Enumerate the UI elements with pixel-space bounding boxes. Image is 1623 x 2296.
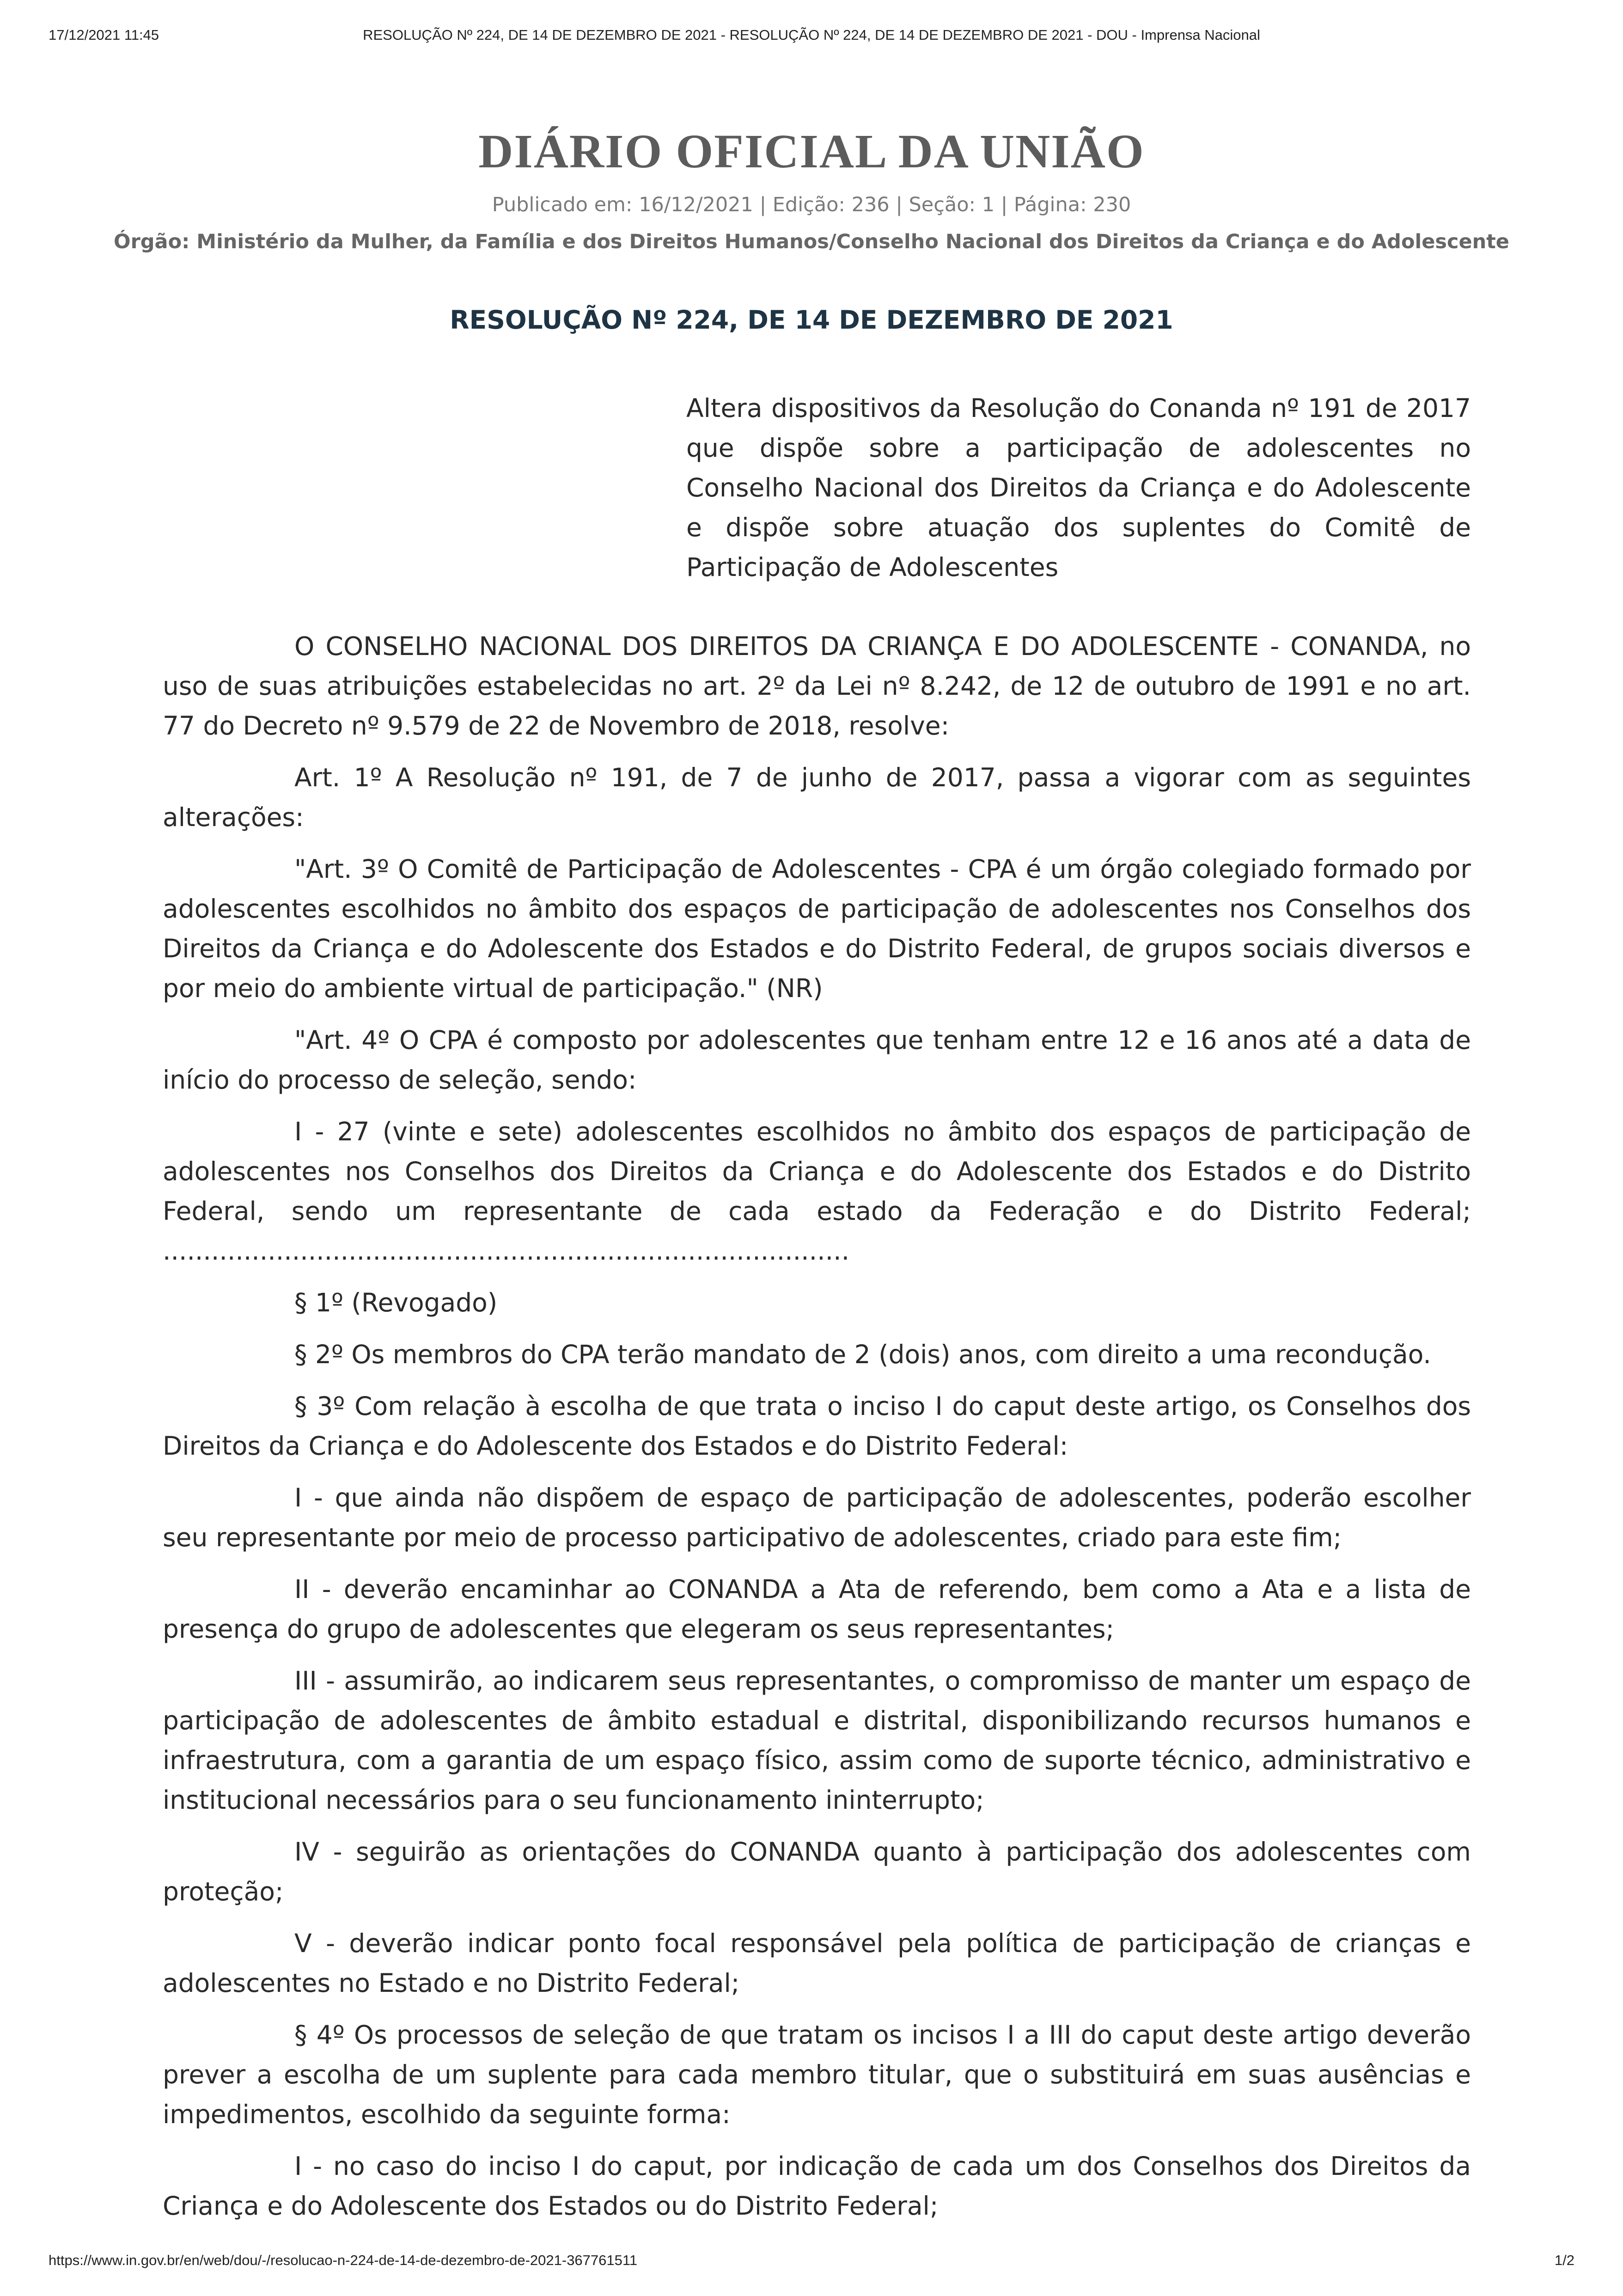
paragraph-par3-inciso-iv: IV - seguirão as orientações do CONANDA quanto à participação dos adolescentes com proteção; — [163, 1837, 1471, 1906]
paragraph-preamble: O CONSELHO NACIONAL DOS DIREITOS DA CRIANÇA E DO ADOLESCENTE - CONANDA, no uso de suas atribuições estabelecidas no art. 2º da Lei nº 8.242, de 12 de outubro de 1991 e no art. 77 do Decreto nº 9.579 de 22 de Novembro de 2018, resolve: — [163, 631, 1471, 741]
masthead: DIÁRIO OFICIAL DA UNIÃO — [478, 125, 1145, 178]
page-number: 1/2 — [1554, 2252, 1574, 2268]
orgao-line: Órgão: Ministério da Mulher, da Família e dos Direitos Humanos/Conselho Nacional dos Direitos da Criança e do Adolescente — [114, 230, 1509, 253]
source-url: https://www.in.gov.br/en/web/dou/-/resolucao-n-224-de-14-de-dezembro-de-2021-367761511 — [49, 2252, 638, 2268]
paragraph-par1: § 1º (Revogado) — [294, 1288, 498, 1317]
ementa: Altera dispositivos da Resolução do Conanda nº 191 de 2017 que dispõe sobre a participação de adolescentes no Conselho Nacional dos Direitos da Criança e do Adolescente e dispõe sobre atuação dos suplentes do Comitê de Participação de Adolescentes — [686, 393, 1471, 582]
paragraph-par4-inciso-i: I - no caso do inciso I do caput, por indicação de cada um dos Conselhos dos Direitos da Criança e do Adolescente dos Estados ou do Distrito Federal; — [163, 2151, 1471, 2221]
document-title: RESOLUÇÃO Nº 224, DE 14 DE DEZEMBRO DE 2021 — [450, 305, 1173, 335]
paragraph-art4-inciso-i: I - 27 (vinte e sete) adolescentes escolhidos no âmbito dos espaços de participação de adolescentes nos Conselhos dos Direitos da Criança e do Adolescente dos Estados e do Distrito Federal, sendo um representante de cada estado da Federação e do Distrito Federal; ..................................................................................... — [163, 1117, 1471, 1266]
paragraph-par3-inciso-v: V - deverão indicar ponto focal responsável pela política de participação de crianças e adolescentes no Estado e no Distrito Federal; — [163, 1929, 1471, 1998]
paragraph-par4: § 4º Os processos de seleção de que tratam os incisos I a III do caput deste artigo deverão prever a escolha de um suplente para cada membro titular, que o substituirá em suas ausências e impedimentos, escolhido da seguinte forma: — [163, 2020, 1471, 2129]
document-body — [163, 626, 1471, 2238]
paragraph-par3: § 3º Com relação à escolha de que trata o inciso I do caput deste artigo, os Conselhos dos Direitos da Criança e do Adolescente dos Estados e do Distrito Federal: — [163, 1391, 1471, 1461]
paragraph-art1: Art. 1º A Resolução nº 191, de 7 de junho de 2017, passa a vigorar com as seguintes alterações: — [163, 763, 1471, 832]
publication-info: Publicado em: 16/12/2021 | Edição: 236 | Seção: 1 | Página: 230 — [492, 193, 1131, 216]
print-header-title: RESOLUÇÃO Nº 224, DE 14 DE DEZEMBRO DE 2021 - RESOLUÇÃO Nº 224, DE 14 DE DEZEMBRO DE 2021 - DOU - Imprensa Nacional — [363, 27, 1260, 43]
paragraph-par2: § 2º Os membros do CPA terão mandato de 2 (dois) anos, com direito a uma recondução. — [294, 1340, 1431, 1369]
paragraph-par3-inciso-iii: III - assumirão, ao indicarem seus representantes, o compromisso de manter um espaço de participação de adolescentes de âmbito estadual e distrital, disponibilizando recursos humanos e infraestrutura, com a garantia de um espaço físico, assim como de suporte técnico, administrativo e institucional necessários para o seu funcionamento ininterrupto; — [163, 1666, 1471, 1815]
print-header — [49, 27, 1574, 45]
paragraph-art3: "Art. 3º O Comitê de Participação de Adolescentes - CPA é um órgão colegiado formado por adolescentes escolhidos no âmbito dos espaços de participação de adolescentes nos Conselhos dos Direitos da Criança e do Adolescente dos Estados e do Distrito Federal, de grupos sociais diversos e por meio do ambiente virtual de participação." (NR) — [163, 854, 1471, 1003]
paragraph-par3-inciso-i: I - que ainda não dispõem de espaço de participação de adolescentes, poderão escolher seu representante por meio de processo participativo de adolescentes, criado para este fim; — [163, 1483, 1471, 1552]
print-footer — [49, 2252, 1574, 2271]
paragraph-par3-inciso-ii: II - deverão encaminhar ao CONANDA a Ata de referendo, bem como a Ata e a lista de presença do grupo de adolescentes que elegeram os seus representantes; — [163, 1574, 1471, 1644]
paragraph-art4: "Art. 4º O CPA é composto por adolescentes que tenham entre 12 e 16 anos até a data de início do processo de seleção, sendo: — [163, 1025, 1471, 1095]
print-header-datetime: 17/12/2021 11:45 — [49, 27, 159, 43]
